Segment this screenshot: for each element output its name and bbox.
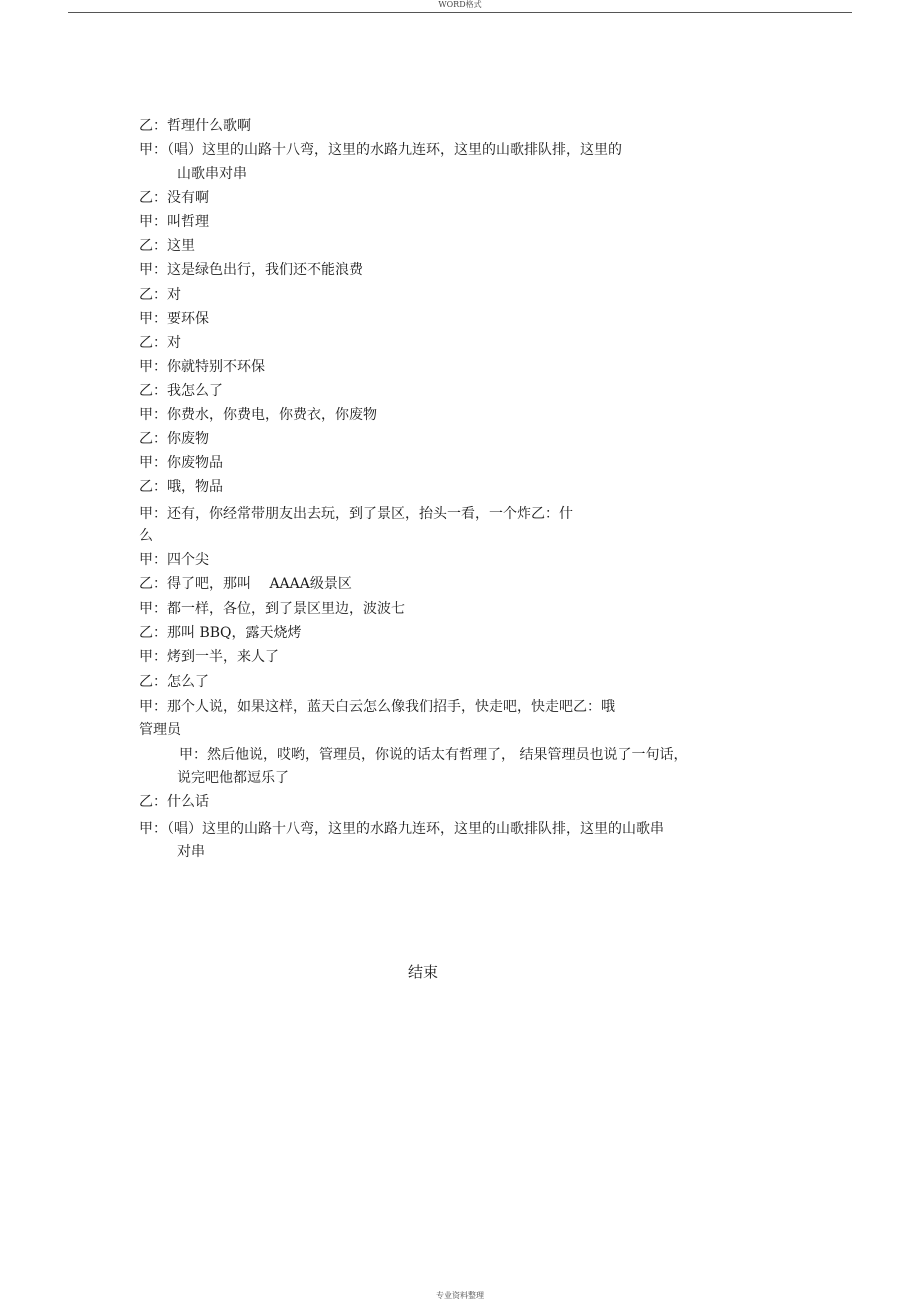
dialogue-line: 乙：那叫 BBQ，露天烧烤 [139, 625, 302, 641]
dialogue-line: 甲：然后他说，哎哟，管理员，你说的话太有哲理了， 结果管理员也说了一句话， [179, 747, 688, 763]
dialogue-line: 乙：你废物 [139, 431, 209, 447]
dialogue-line: 甲：烤到一半，来人了 [139, 649, 279, 665]
dialogue-line: 乙：什么话 [139, 794, 209, 810]
dialogue-line: 甲：你就特别不环保 [139, 359, 265, 375]
dialogue-line: 乙：这里 [139, 238, 195, 254]
dialogue-line-continuation: 说完吧他都逗乐了 [177, 770, 289, 786]
dialogue-line-continuation: 管理员 [139, 722, 181, 738]
dialogue-line: 乙：怎么了 [139, 674, 209, 690]
dialogue-line-continuation: 么 [139, 528, 153, 544]
dialogue-line: 乙：对 [139, 335, 181, 351]
dialogue-line-continuation: 山歌串对串 [177, 166, 247, 182]
page-footer [0, 1291, 920, 1301]
dialogue-line-continuation: 对串 [177, 844, 205, 860]
dialogue-line: 甲：这是绿色出行，我们还不能浪费 [139, 262, 363, 278]
header-rule [68, 12, 852, 13]
dialogue-line: 乙：我怎么了 [139, 383, 223, 399]
header-text: WORD格式 [438, 0, 482, 9]
dialogue-line: 乙：没有啊 [139, 190, 209, 206]
dialogue-line: 乙：哦，物品 [139, 479, 223, 495]
ending-text: 结束 [408, 963, 439, 981]
dialogue-line: 甲：那个人说，如果这样，蓝天白云怎么像我们招手，快走吧，快走吧乙：哦 [139, 699, 615, 715]
dialogue-line: 甲：你废物品 [139, 455, 223, 471]
dialogue-line: 乙：对 [139, 287, 181, 303]
dialogue-line: 甲：叫哲理 [139, 214, 209, 230]
dialogue-line: 甲：四个尖 [139, 552, 209, 568]
dialogue-line: 甲：（唱）这里的山路十八弯，这里的水路九连环，这里的山歌排队排，这里的 [139, 142, 622, 158]
dialogue-line: 甲：你费水，你费电，你费衣，你废物 [139, 407, 377, 423]
footer-text: 专业资料整理 [436, 1291, 484, 1300]
dialogue-line: 甲：（唱）这里的山路十八弯，这里的水路九连环，这里的山歌排队排，这里的山歌串 [139, 821, 664, 837]
dialogue-line: 甲：要环保 [139, 311, 209, 327]
dialogue-line: 乙：哲理什么歌啊 [139, 118, 251, 134]
dialogue-line: 甲：还有，你经常带朋友出去玩，到了景区，抬头一看，一个炸乙：什 [139, 506, 573, 522]
dialogue-line: 乙：得了吧，那叫 AAAA级景区 [139, 576, 352, 592]
dialogue-line: 甲：都一样，各位，到了景区里边，波波七 [139, 601, 405, 617]
